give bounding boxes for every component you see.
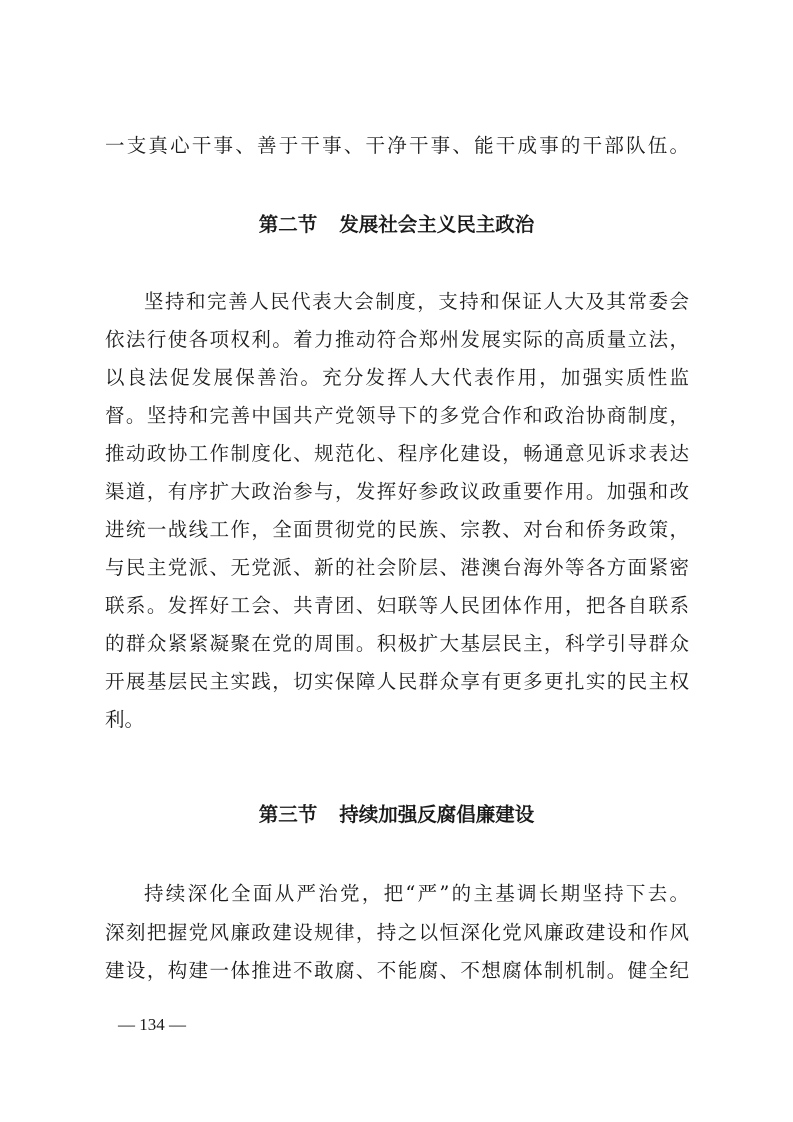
paragraph-line: 渠道，有序扩大政治参与，发挥好参政议政重要作用。加强和改 [105, 480, 689, 503]
section-title: 持续加强反腐倡廉建设 [339, 803, 535, 826]
paragraph-line: 的群众紧紧凝聚在党的周围。积极扩大基层民主，科学引导群众 [105, 632, 689, 655]
page-number: — 134 — [118, 1015, 186, 1034]
paragraph-line: 坚持和完善人民代表大会制度，支持和保证人大及其常委会 [144, 290, 689, 313]
paragraph-line: 以良法促发展保善治。充分发挥人大代表作用，加强实质性监 [105, 366, 689, 389]
paragraph-line: 持续深化全面从严治党，把“严”的主基调长期坚持下去。 [144, 882, 689, 905]
paragraph-line: 进统一战线工作，全面贯彻党的民族、宗教、对台和侨务政策， [105, 518, 689, 541]
paragraph-line: 一支真心干事、善于干事、干净干事、能干成事的干部队伍。 [105, 134, 689, 157]
paragraph-line: 依法行使各项权利。着力推动符合郑州发展实际的高质量立法， [105, 328, 689, 351]
paragraph-line: 建设，构建一体推进不敢腐、不能腐、不想腐体制机制。健全纪 [105, 959, 689, 982]
section-number: 第三节 [258, 803, 318, 826]
section-number: 第二节 [258, 213, 318, 236]
paragraph-line: 利。 [105, 708, 145, 731]
paragraph-line: 开展基层民主实践，切实保障人民群众享有更多更扎实的民主权 [105, 670, 689, 693]
paragraph-line: 推动政协工作制度化、规范化、程序化建设，畅通意见诉求表达 [105, 442, 689, 465]
section-title: 发展社会主义民主政治 [339, 213, 535, 236]
paragraph-line: 督。坚持和完善中国共产党领导下的多党合作和政治协商制度， [105, 404, 689, 427]
section-heading-3 [0, 803, 793, 827]
paragraph-line: 与民主党派、无党派、新的社会阶层、港澳台海外等各方面紧密 [105, 556, 689, 579]
paragraph-line: 联系。发挥好工会、共青团、妇联等人民团体作用，把各自联系 [105, 594, 689, 617]
paragraph-line: 深刻把握党风廉政建设规律，持之以恒深化党风廉政建设和作风 [105, 921, 689, 944]
section-heading-2 [0, 213, 793, 237]
